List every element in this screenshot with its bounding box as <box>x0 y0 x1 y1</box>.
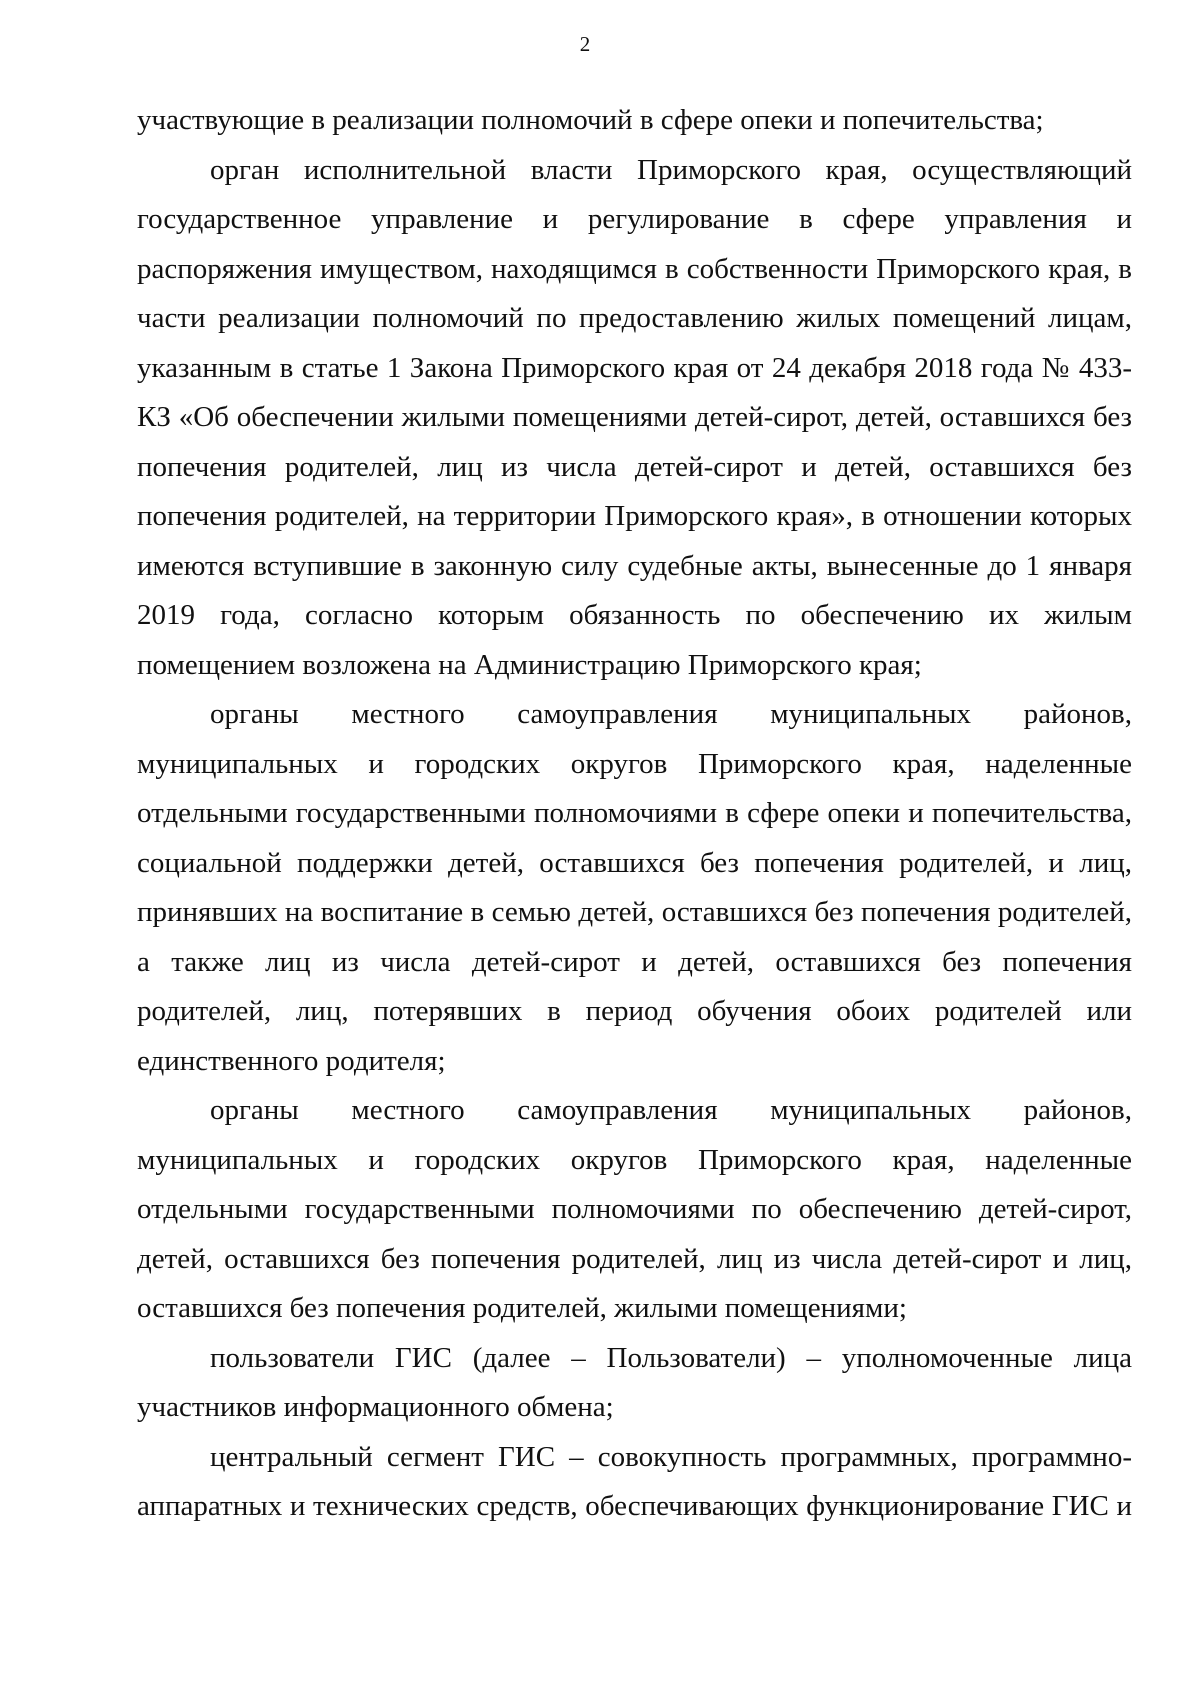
paragraph: органы местного самоуправления муниципальных районов, муниципальных и городских округов Приморского края, наделенные отдельными государственными полномочиями в сфере опеки и попечительства, социальной поддержки детей, оставшихся без попечения родителей, и лиц, принявших на воспитание в семью детей, оставшихся без попечения родителей, а также лиц из числа детей-сирот и детей, оставшихся без попечения родителей, лиц, потерявших в период обучения обоих родителей или единственного родителя; <box>137 698 1132 1077</box>
paragraph: органы местного самоуправления муниципальных районов, муниципальных и городских округов Приморского края, наделенные отдельными государственными полномочиями по обеспечению детей-сирот, детей, оставшихся без попечения родителей, лиц из числа детей-сирот и лиц, оставшихся без попечения родителей, жилыми помещениями; <box>137 1094 1132 1324</box>
document-body <box>137 96 1132 1532</box>
paragraph: участвующие в реализации полномочий в сфере опеки и попечительства; <box>137 104 1044 136</box>
page-number: 2 <box>579 32 591 56</box>
paragraph: орган исполнительной власти Приморского края, осуществляющий государственное управление и регулирование в сфере управления и распоряжения имуществом, находящимся в собственности Приморского края, в части реализации полномочий по предоставлению жилых помещений лицам, указанным в статье 1 Закона Приморского края от 24 декабря 2018 года № 433-КЗ «Об обеспечении жилыми помещениями детей-сирот, детей, оставшихся без попечения родителей, лиц из числа детей-сирот и детей, оставшихся без попечения родителей, на территории Приморского края», в отношении которых имеются вступившие в законную силу судебные акты, вынесенные до 1 января 2019 года, согласно которым обязанность по обеспечению их жилым помещением возложена на Администрацию Приморского края; <box>137 153 1132 681</box>
paragraph: центральный сегмент ГИС – совокупность программных, программно-аппаратных и технических средств, обеспечивающих функционирование ГИС и <box>137 1440 1132 1522</box>
paragraph: пользователи ГИС (далее – Пользователи) – уполномоченные лица участников информационного обмена; <box>137 1341 1132 1423</box>
